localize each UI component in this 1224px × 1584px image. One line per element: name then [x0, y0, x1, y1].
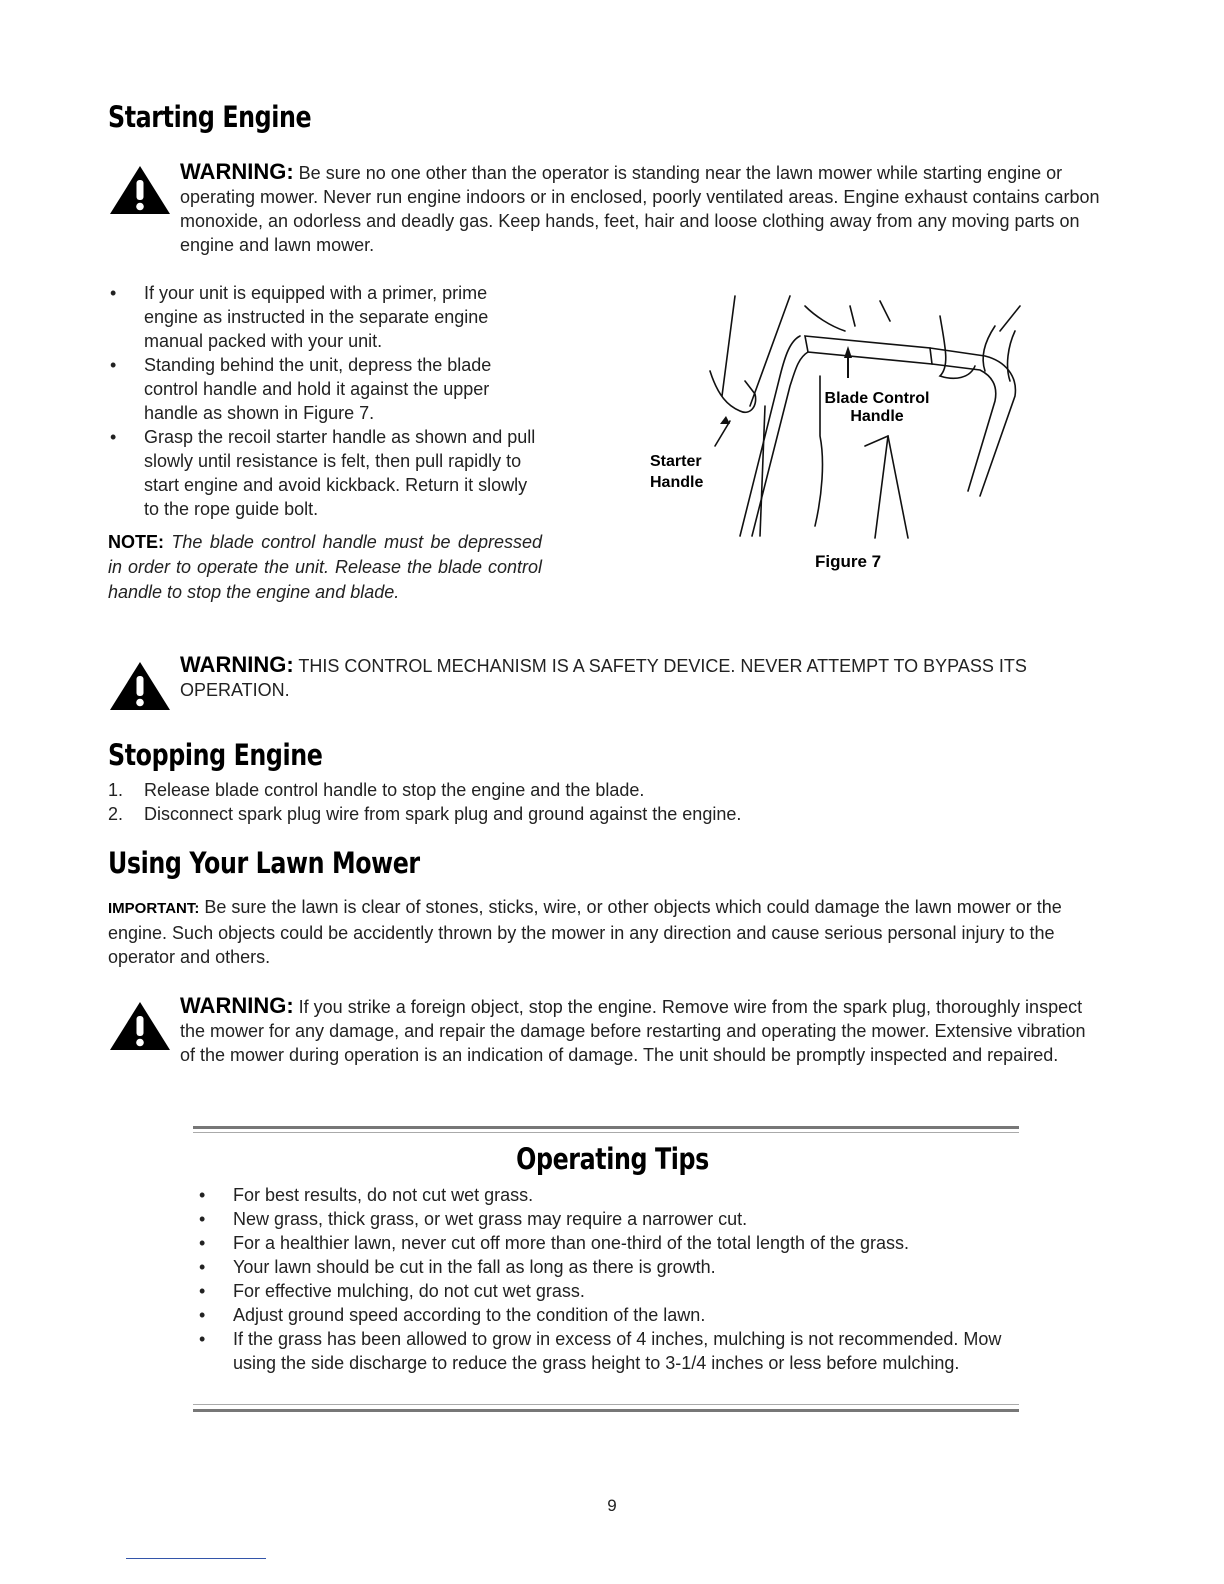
- warning-triangle-icon: [108, 1000, 172, 1052]
- heading-using-lawn-mower: Using Your Lawn Mower: [108, 846, 420, 880]
- footer-rule: [126, 1558, 266, 1559]
- important-body: Be sure the lawn is clear of stones, sticks, wire, or other objects which could damage the lawn mower or the engine. Such objects could be accidently thrown by the mower in any direction and cause serious personal injury to the operator and others.: [108, 897, 1062, 967]
- warning-body: THIS CONTROL MECHANISM IS A SAFETY DEVICE. NEVER ATTEMPT TO BYPASS ITS OPERATION.: [180, 656, 1027, 700]
- note-label: NOTE:: [108, 532, 164, 552]
- heading-starting-engine: Starting Engine: [108, 100, 312, 134]
- warning-label: WARNING:: [180, 652, 294, 677]
- label-starter-handle: Starter Handle: [650, 453, 704, 491]
- list-item: • If the grass has been allowed to grow in excess of 4 inches, mulching is not recommended. Mow using the side discharge to reduce the grass height to 3-1/4 inches or less before mulching.: [199, 1329, 1002, 1373]
- warning-label: WARNING:: [180, 159, 294, 184]
- list-item: • Your lawn should be cut in the fall as long as there is growth.: [199, 1257, 716, 1277]
- note-blade-control: [108, 530, 542, 605]
- warning-starting-text: [180, 160, 1110, 257]
- list-item: 2. Disconnect spark plug wire from spark plug and ground against the engine.: [108, 804, 742, 824]
- list-item: • New grass, thick grass, or wet grass may require a narrower cut.: [199, 1209, 748, 1229]
- list-item: • For best results, do not cut wet grass.: [199, 1185, 534, 1205]
- warning-triangle-icon: [108, 164, 172, 216]
- warning-label: WARNING:: [180, 993, 294, 1018]
- stopping-steps-list: [108, 778, 1044, 826]
- warning-body: If you strike a foreign object, stop the engine. Remove wire from the spark plug, thoroughly inspect the mower for any damage, and repair the damage before restarting and operating the mower. Extensive vibration of the mower during operation is an indication of damage. The unit should be promptly inspected and repaired.: [180, 997, 1086, 1065]
- divider: [193, 1132, 1019, 1133]
- list-item: • Grasp the recoil starter handle as shown and pull slowly until resistance is felt, then pull rapidly to start engine and avoid kickback. Return it slowly to the rope guide bolt.: [110, 427, 536, 519]
- heading-operating-tips: Operating Tips: [515, 1142, 709, 1176]
- warning-body: Be sure no one other than the operator is standing near the lawn mower while starting engine or operating mower. Never run engine indoors or in enclosed, poorly ventilated areas. Engine exhaust contains carbon monoxide, an odorless and deadly gas. Keep hands, feet, hair and loose clothing away from any moving parts on engine and lawn mower.: [180, 163, 1100, 255]
- divider: [193, 1409, 1019, 1412]
- note-body: The blade control handle must be depressed in order to operate the unit. Release the blade control handle to stop the engine and blade.: [108, 532, 542, 602]
- list-item: • For a healthier lawn, never cut off more than one-third of the total length of the grass.: [199, 1233, 910, 1253]
- warning-triangle-icon: [108, 660, 172, 712]
- starting-steps-list: [110, 281, 539, 521]
- list-item: • For effective mulching, do not cut wet grass.: [199, 1281, 585, 1301]
- label-blade-control-handle: Blade Control Handle: [824, 390, 930, 425]
- list-item: 1. Release blade control handle to stop the engine and the blade.: [108, 780, 645, 800]
- important-paragraph: [108, 895, 1100, 969]
- divider: [193, 1404, 1019, 1405]
- warning-safety-text: [180, 653, 1100, 702]
- warning-foreign-object-text: [180, 994, 1105, 1067]
- important-label: IMPORTANT:: [108, 900, 200, 917]
- list-item: • If your unit is equipped with a primer, prime engine as instructed in the separate engine manual packed with your unit.: [110, 283, 489, 351]
- list-item: • Adjust ground speed according to the condition of the lawn.: [199, 1305, 706, 1325]
- figure-caption: Figure 7: [815, 552, 882, 571]
- page-number: 9: [607, 1496, 617, 1515]
- operating-tips-list: [199, 1183, 1033, 1375]
- list-item: • Standing behind the unit, depress the blade control handle and hold it against the upper handle as shown in Figure 7.: [110, 355, 492, 423]
- divider: [193, 1126, 1019, 1129]
- heading-stopping-engine: Stopping Engine: [108, 738, 323, 772]
